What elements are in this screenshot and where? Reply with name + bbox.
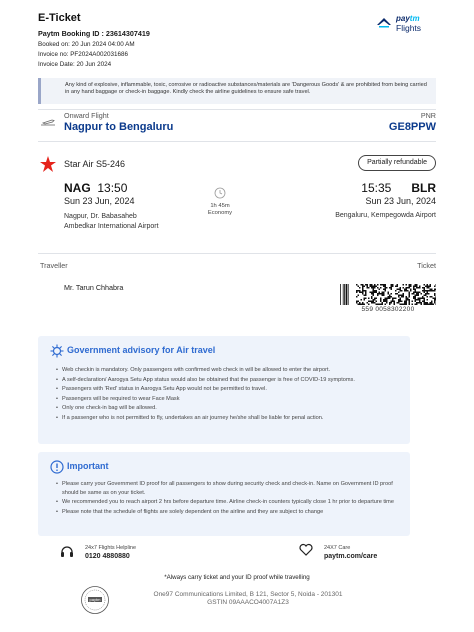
flight-takeoff-icon [40, 117, 56, 127]
airplane-logo-icon [376, 16, 392, 30]
divider [38, 253, 436, 254]
heart-hand-icon [298, 543, 314, 557]
arrival-date: Sun 23 Jun, 2024 [365, 196, 436, 206]
cabin-class: Economy [207, 210, 233, 216]
departure-date: Sun 23 Jun, 2024 [64, 196, 135, 206]
care-label: 24X7 Care [324, 545, 351, 551]
arrival-airport: Bengaluru, Kempegowda Airport [335, 212, 436, 219]
clock-icon [214, 187, 226, 199]
airline-flight-number: Star Air S5-246 [64, 159, 126, 169]
alert-icon [50, 460, 64, 474]
page-title: E-Ticket [38, 12, 81, 24]
onward-flight-label: Onward Flight [64, 111, 109, 120]
flight-duration: 1h 45m [210, 203, 230, 209]
traveller-name: Mr. Tarun Chhabra [64, 283, 124, 292]
helpline-number[interactable]: 0120 4880880 [85, 553, 130, 560]
booking-id: Paytm Booking ID : 23614307419 [38, 29, 150, 38]
arrival-time [361, 181, 436, 195]
company-details: One97 Communications Limited, B 121, Sector 5, Noida - 201301 GSTIN 09AAACO4007A1Z3 [153, 591, 343, 606]
divider [38, 141, 436, 142]
departure-code: NAG [64, 181, 91, 195]
paytm-stamp-icon [80, 585, 110, 615]
refund-status-badge: Partially refundable [358, 155, 436, 171]
advisory-title: Government advisory for Air travel [67, 345, 216, 355]
list-item: • We recommended you to reach airport 2 hrs before departure time. Airline check-in counters typically close 1 hr prior to departure time [62, 498, 402, 507]
list-item: • A self-declaration/ Aarogya Setu App status would also be obtained that the passenger is free of COVID-19 symptoms. [62, 376, 402, 386]
pnr-label: PNR [420, 111, 436, 120]
dangerous-goods-warning: Any kind of explosive, inflammable, toxic, corrosive or radioactive substances/materials are 'Dangerous Goods' & are prohibited from being carried in any hand baggage or check-in baggage. Kindly check the airline guidelines to ensure safe travel. [38, 78, 436, 104]
traveller-label: Traveller [40, 261, 68, 270]
route: Nagpur to Bengaluru [64, 121, 174, 133]
invoice-date: Invoice Date: 20 Jun 2024 [38, 61, 112, 68]
logo-brand: paytm [396, 14, 420, 23]
pnr-value: GE8PPW [388, 121, 436, 133]
helpline-label: 24x7 Flights Helpline [85, 545, 137, 551]
departure-airport: Nagpur, Dr. Babasaheb Ambedkar International Airport [64, 213, 159, 230]
list-item: • If a passenger who is not permitted to fly, undertakes an air journey he/she shall be liable for penal action. [62, 414, 402, 424]
invoice-number: Invoice no: PF2024A002031686 [38, 51, 128, 58]
advisory-list [62, 366, 402, 424]
list-item: • Please note that the schedule of flights are solely dependent on the airline and they are subject to change [62, 508, 402, 517]
list-item: • Web checkin is mandatory. Only passengers with confirmed web check in will be allowed to enter the airport. [62, 366, 402, 376]
list-item: • Only one check-in bag will be allowed. [62, 404, 402, 414]
arrival-clock: 15:35 [361, 181, 392, 195]
arrival-code: BLR [411, 181, 436, 195]
important-box [38, 452, 410, 536]
ticket-label: Ticket [417, 261, 436, 270]
svg-text:paytm: paytm [89, 597, 101, 603]
important-title: Important [67, 461, 109, 471]
paytm-flights-logo [376, 14, 436, 34]
ticket-number: 559 0058302200 [361, 306, 415, 313]
star-air-logo-icon [39, 155, 57, 173]
important-list [62, 480, 402, 517]
list-item: • Passengers will be required to wear Face Mask [62, 395, 402, 405]
ticket-barcode [340, 284, 436, 305]
logo-subtitle: Flights [396, 23, 422, 33]
list-item: • Passengers with 'Red' status in Aarogya Setu App would not be permitted to travel. [62, 385, 402, 395]
booked-on: Booked on: 20 Jun 2024 04:00 AM [38, 41, 135, 48]
headset-icon [59, 543, 75, 559]
departure-time [64, 181, 127, 195]
divider [38, 109, 436, 110]
government-advisory-box [38, 336, 410, 444]
footer-note: *Always carry ticket and your ID proof while travelling [164, 574, 310, 581]
care-link[interactable]: paytm.com/care [324, 553, 378, 560]
list-item: • Please carry your Government ID proof for all passengers to show during security check and check-in. Name on Government ID proof should be same as on your ticket. [62, 480, 402, 498]
departure-clock: 13:50 [97, 181, 128, 195]
virus-icon [50, 344, 64, 358]
